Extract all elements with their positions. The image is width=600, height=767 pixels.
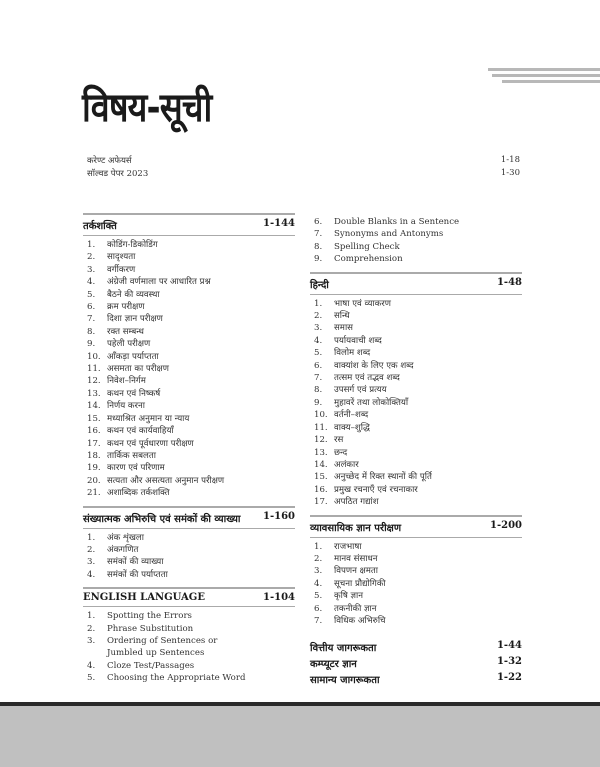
item-label: कोडिंग-डिकोडिंग [107,240,158,250]
list-item[interactable] [83,400,295,412]
section-header[interactable] [310,639,522,655]
item-label: निर्णय करना [107,401,146,412]
item-label: क्रम परीक्षण [107,302,145,313]
list-item[interactable] [310,434,522,446]
item-label: मानव संसाधन [334,553,378,564]
list-item[interactable] [310,335,522,347]
toc-entry[interactable] [87,155,520,166]
item-label: अंकगणित [107,544,139,555]
item-number: 6. [87,302,96,313]
list-item-continuation [83,647,295,659]
section-title: वित्तीय जागरूकता [310,643,377,655]
section-header[interactable] [83,506,295,529]
item-label: Double Blanks in a Sentence [334,217,460,227]
item-number: 10. [87,351,101,362]
item-label: कारण एवं परिणाम [107,463,165,474]
list-item[interactable] [83,623,295,635]
list-item[interactable] [83,635,295,647]
item-label: आँकड़ा पर्याप्तता [107,351,159,362]
section-header[interactable] [83,587,295,607]
item-label: प्रमुख रचनाएँ एवं रचनाकार [334,484,418,495]
section-header[interactable] [310,655,522,671]
list-item[interactable] [310,228,522,240]
item-label: सन्धि [334,311,350,322]
item-number: 4. [87,277,96,288]
item-label: छन्द [334,447,348,458]
list-item[interactable] [83,351,295,363]
item-number: 9. [314,254,323,265]
item-number: 3. [87,264,96,275]
item-label: समास [334,323,353,334]
item-number: 6. [314,217,323,227]
list-item[interactable] [83,326,295,338]
list-item[interactable] [83,276,295,288]
list-item[interactable] [310,553,522,565]
item-number: 11. [87,364,101,375]
entry-pages: 1-30 [500,168,520,178]
item-number: 1. [314,541,323,552]
item-label: वर्गीकरण [107,264,136,275]
list-item[interactable] [310,397,522,409]
item-number: 7. [314,229,323,240]
list-item[interactable] [83,487,295,499]
section-title: व्यावसायिक ज्ञान परीक्षण [310,522,402,534]
list-item[interactable] [83,462,295,474]
item-number: 1. [87,611,96,622]
item-number: 8. [314,385,323,396]
toc-entry[interactable] [87,168,520,179]
item-label: बैठने की व्यवस्था [107,289,160,300]
item-label: पहेली परीक्षण [107,339,151,350]
item-number: 2. [314,553,323,564]
item-label: कथन एवं निष्कर्ष [107,388,161,399]
item-number: 13. [314,447,328,458]
list-item[interactable] [83,251,295,263]
item-label: Phrase Substitution [107,623,194,634]
entry-label: करेण्ट अफेयर्स [87,156,132,166]
item-number: 21. [87,488,101,499]
item-number: 6. [314,360,323,371]
list-item[interactable] [83,363,295,375]
item-label: तार्किक सबलता [107,450,156,461]
list-item[interactable] [83,610,295,622]
item-number: 4. [87,569,96,580]
item-number: 12. [314,435,328,446]
section-header[interactable] [310,515,522,538]
list-item[interactable] [310,590,522,602]
item-label: कृषि ज्ञान [334,591,364,602]
item-number: 16. [87,426,101,437]
list-item[interactable] [310,322,522,334]
item-label: वाक्य–शुद्धि [334,422,370,433]
list-item[interactable] [83,375,295,387]
list-item[interactable] [83,672,295,684]
item-number: 9. [87,339,96,350]
item-label: अशाब्दिक तर्कशक्ति [107,488,170,499]
item-label: Synonyms and Antonyms [334,229,444,240]
list-item[interactable] [310,360,522,372]
item-label: भाषा एवं व्याकरण [334,298,391,309]
item-number: 1. [314,298,323,309]
footer-band [0,706,600,767]
item-number: 17. [314,497,328,508]
item-label: रस [334,435,344,446]
item-number: 7. [314,615,323,626]
item-label: उपसर्ग एवं प्रत्यय [334,385,387,396]
item-label: अंक शृंखला [107,532,144,543]
item-number: 16. [314,484,328,495]
list-item[interactable] [83,569,295,581]
item-number: 3. [314,566,323,577]
item-label: तकनीकी ज्ञान [334,603,377,614]
item-number: 2. [87,623,96,634]
list-item[interactable] [83,438,295,450]
item-number: 3. [314,323,323,334]
list-item[interactable] [83,556,295,568]
item-label: विलोम शब्द [334,348,371,359]
item-label: Cloze Test/Passages [107,660,195,671]
decorative-line [488,68,600,71]
list-item[interactable] [310,422,522,434]
item-label: समंकों की पर्याप्तता [107,569,168,580]
item-number: 5. [87,673,96,684]
entry-pages: 1-18 [500,155,520,165]
list-item[interactable] [310,578,522,590]
item-label: अपठित गद्यांश [334,497,379,508]
item-label: दिशा ज्ञान परीक्षण [107,314,163,325]
list-item[interactable] [310,484,522,496]
section-pages: 1-200 [490,519,522,531]
item-number: 5. [87,289,96,300]
section-pages: 1-32 [496,656,522,668]
section-header[interactable] [310,272,522,295]
list-item[interactable] [310,241,522,253]
item-number: 7. [314,373,323,384]
item-label: मध्याश्रित अनुमान या न्याय [107,413,190,424]
list-item[interactable] [83,313,295,325]
item-number: 12. [87,376,101,387]
section-title: कम्प्यूटर ज्ञान [310,659,357,671]
list-item[interactable] [83,425,295,437]
item-label: विपणन क्षमता [334,566,379,577]
item-number: 5. [314,348,323,359]
section-header[interactable] [310,671,522,687]
list-item[interactable] [83,239,295,251]
list-item[interactable] [310,496,522,508]
list-item[interactable] [83,660,295,672]
item-number: 8. [314,241,323,252]
item-label: सत्यता और असत्यता अनुमान परीक्षण [107,475,225,486]
item-label: समंकों की व्याख्या [107,557,164,568]
list-item[interactable] [310,471,522,483]
item-number: 10. [314,410,328,421]
item-label: अलंकार [334,459,359,470]
item-label: मुहावरें तथा लोकोक्तियाँ [334,397,409,408]
item-number: 14. [87,401,101,412]
item-label: असमता का परीक्षण [107,364,169,375]
item-number: 15. [314,472,328,483]
section-pages: 1-44 [496,640,522,652]
item-label: रक्त सम्बन्ध [107,326,144,337]
item-number: 15. [87,413,101,424]
section-pages: 1-48 [496,276,522,288]
item-label: राजभाषा [334,541,362,552]
item-label: Spotting the Errors [107,611,192,622]
item-label: निवेश–निर्गम [107,376,146,387]
item-label: तत्सम एवं तद्भव शब्द [334,373,400,384]
list-item[interactable] [83,388,295,400]
item-number: 14. [314,459,328,470]
left-column [83,207,295,685]
item-label: Comprehension [334,254,403,265]
section-pages: 1-144 [263,218,295,229]
list-item[interactable] [83,450,295,462]
list-item[interactable] [83,532,295,544]
item-number: 6. [314,603,323,614]
item-label: वाक्यांश के लिए एक शब्द [334,360,414,371]
item-number: 4. [314,335,323,346]
list-item[interactable] [310,216,522,228]
list-item[interactable] [83,413,295,425]
entry-label: सॉल्वड पेपर 2023 [87,169,149,179]
list-item[interactable] [310,615,522,627]
item-number: 4. [314,578,323,589]
list-item[interactable] [310,409,522,421]
item-label: सादृश्यता [107,252,136,263]
item-number: 13. [87,388,101,399]
list-item[interactable] [310,565,522,577]
item-label: सूचना प्रौद्योगिकी [334,578,386,589]
item-number: 20. [87,475,101,486]
list-item[interactable] [310,298,522,310]
section-pages: 1-22 [496,672,522,684]
section-title: हिन्दी [310,279,329,291]
item-label: अंग्रेजी वर्णमाला पर आधारित प्रश्न [107,277,211,288]
list-item[interactable] [83,338,295,350]
section-title: संख्यात्मक अभिरुचि एवं समंकों की व्याख्या [83,513,241,525]
decorative-line [502,80,600,83]
section-title: तर्कशक्ति [83,221,117,232]
item-label: अनुच्छेद में रिक्त स्थानों की पूर्ति [334,472,432,483]
list-item[interactable] [310,603,522,615]
item-number: 2. [314,311,323,322]
item-label: वर्तनी–शब्द [334,410,369,421]
item-number: 17. [87,438,101,449]
section-title: सामान्य जागरूकता [310,675,380,687]
item-number: 5. [314,591,323,602]
item-label: Ordering of Sentences or [107,635,218,646]
decorative-line [492,74,600,77]
list-item[interactable] [83,301,295,313]
item-number: 3. [87,635,96,646]
right-column [310,216,522,687]
list-item[interactable] [310,310,522,322]
item-number: 4. [87,660,96,671]
list-item[interactable] [310,347,522,359]
list-item[interactable] [310,253,522,265]
item-label: Spelling Check [334,241,400,252]
item-number: 8. [87,326,96,337]
list-item[interactable] [310,541,522,553]
section-title: ENGLISH LANGUAGE [83,592,205,604]
item-number: 2. [87,544,96,555]
item-number: 1. [87,240,96,250]
section-pages: 1-160 [263,510,295,522]
item-number: 7. [87,314,96,325]
item-label: Jumbled up Sentences [107,648,205,659]
item-number: 9. [314,397,323,408]
list-item[interactable] [310,459,522,471]
item-label: पर्यायवाची शब्द [334,335,382,346]
list-item[interactable] [83,544,295,556]
item-number: 18. [87,450,101,461]
item-label: विधिक अभिरुचि [334,615,386,626]
item-number: 1. [87,532,96,543]
item-label: कथन एवं पूर्वधारणा परीक्षण [107,438,194,449]
item-number: 19. [87,463,101,474]
page-title: विषय-सूची [82,85,212,131]
list-item[interactable] [83,264,295,276]
list-item[interactable] [310,384,522,396]
list-item[interactable] [83,289,295,301]
list-item[interactable] [310,447,522,459]
list-item[interactable] [310,372,522,384]
item-label: Choosing the Appropriate Word [107,673,246,684]
section-header[interactable] [83,213,295,236]
section-pages: 1-104 [263,592,295,604]
item-number: 2. [87,252,96,263]
item-number: 11. [314,422,328,433]
list-item[interactable] [83,475,295,487]
item-label: कथन एवं कार्यवाहियाँ [107,426,174,437]
item-number: 3. [87,557,96,568]
